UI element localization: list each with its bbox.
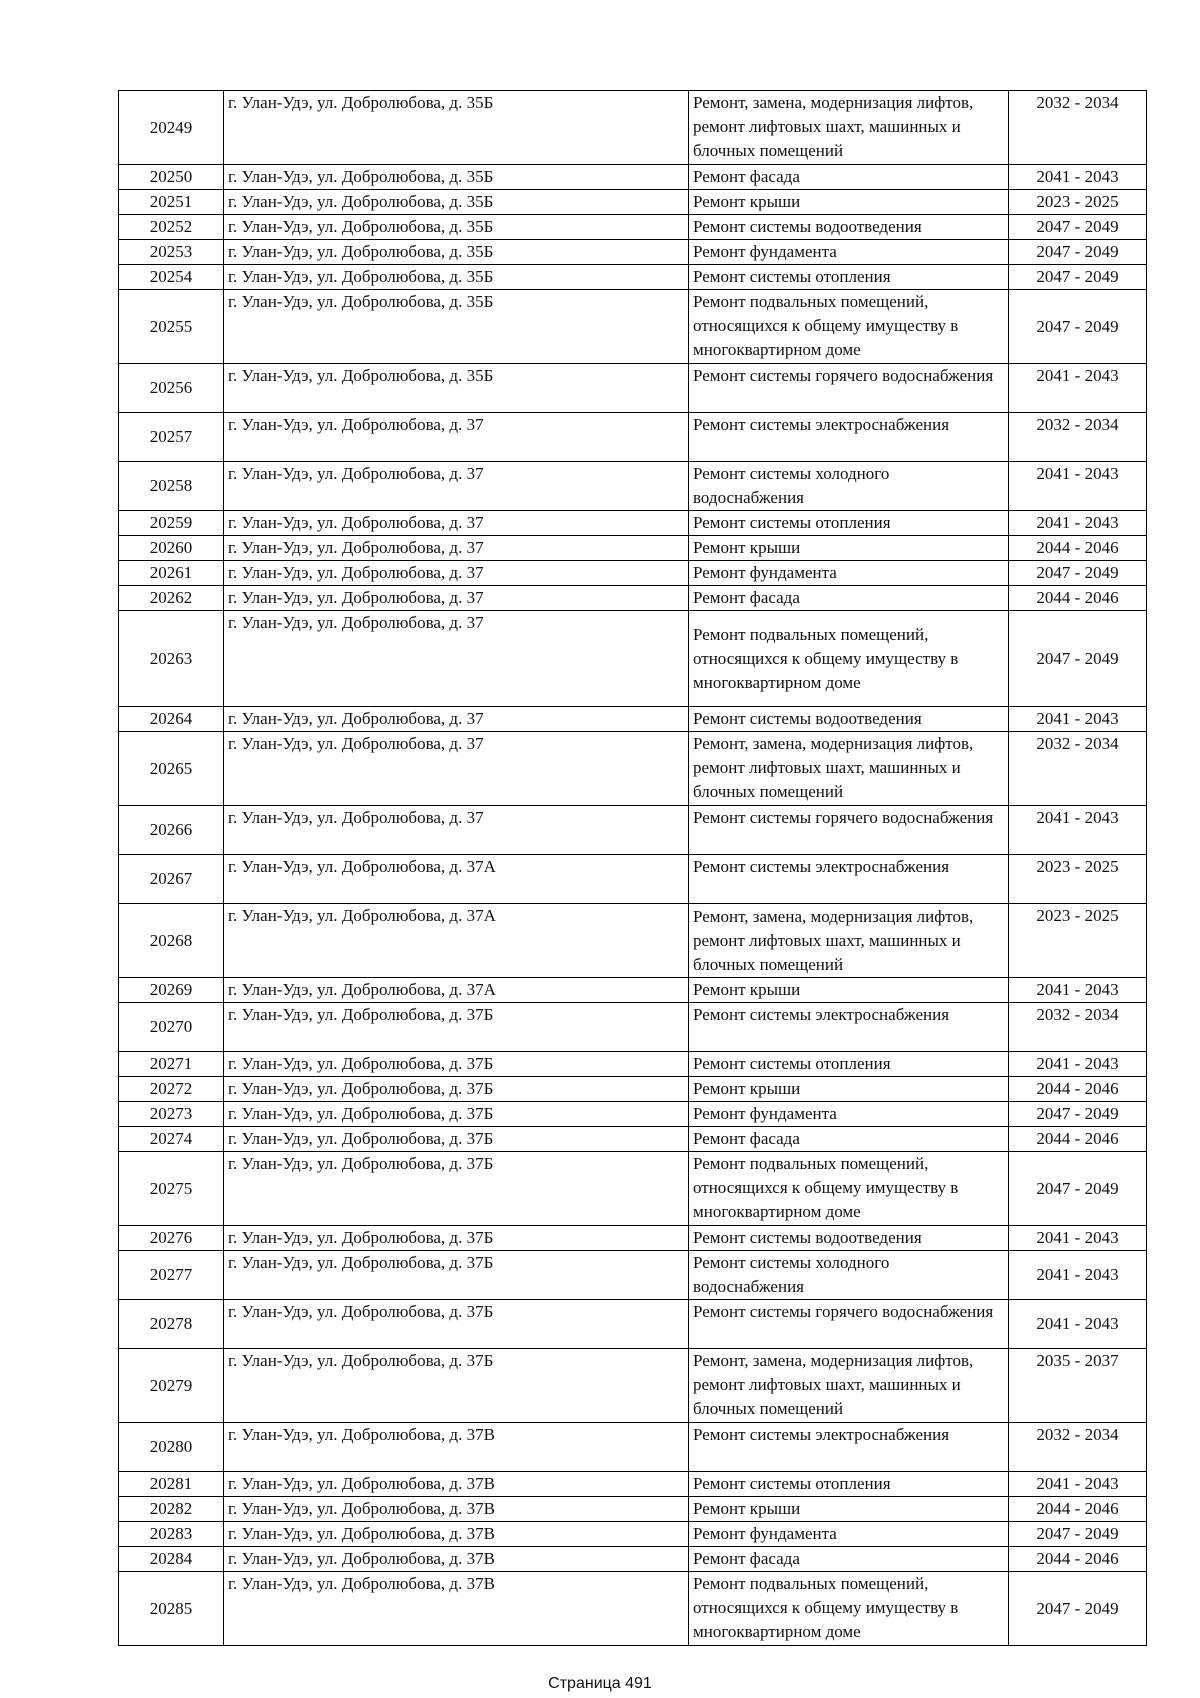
period-cell: 2032 - 2034: [1009, 732, 1147, 806]
period-cell: 2047 - 2049: [1009, 265, 1147, 290]
work-type-cell: Ремонт фасада: [689, 165, 1009, 190]
table-row: [119, 190, 1147, 215]
address-cell: г. Улан-Удэ, ул. Добролюбова, д. 35Б: [224, 190, 689, 215]
address-cell: г. Улан-Удэ, ул. Добролюбова, д. 37А: [224, 978, 689, 1003]
table-row: [119, 707, 1147, 732]
period-cell: 2047 - 2049: [1009, 215, 1147, 240]
table-row: [119, 511, 1147, 536]
address-cell: г. Улан-Удэ, ул. Добролюбова, д. 35Б: [224, 91, 689, 165]
table-row: [119, 586, 1147, 611]
table-row: [119, 240, 1147, 265]
period-cell: 2041 - 2043: [1009, 462, 1147, 511]
address-cell: г. Улан-Удэ, ул. Добролюбова, д. 37: [224, 707, 689, 732]
work-type-cell: Ремонт системы отопления: [689, 511, 1009, 536]
address-cell: г. Улан-Удэ, ул. Добролюбова, д. 37Б: [224, 1102, 689, 1127]
address-cell: г. Улан-Удэ, ул. Добролюбова, д. 37: [224, 413, 689, 462]
row-number-cell: 20262: [119, 586, 224, 611]
table-row: [119, 1497, 1147, 1522]
row-number-cell: 20254: [119, 265, 224, 290]
row-number-cell: 20267: [119, 855, 224, 904]
period-cell: 2041 - 2043: [1009, 364, 1147, 413]
table-row: [119, 215, 1147, 240]
address-cell: г. Улан-Удэ, ул. Добролюбова, д. 37А: [224, 855, 689, 904]
work-type-cell: Ремонт системы водоотведения: [689, 215, 1009, 240]
table-row: [119, 1152, 1147, 1226]
period-cell: 2041 - 2043: [1009, 1472, 1147, 1497]
period-cell: 2041 - 2043: [1009, 1052, 1147, 1077]
period-cell: 2032 - 2034: [1009, 413, 1147, 462]
work-type-cell: Ремонт фундамента: [689, 240, 1009, 265]
row-number-cell: 20280: [119, 1423, 224, 1472]
address-cell: г. Улан-Удэ, ул. Добролюбова, д. 37Б: [224, 1077, 689, 1102]
address-cell: г. Улан-Удэ, ул. Добролюбова, д. 37Б: [224, 1003, 689, 1052]
address-cell: г. Улан-Удэ, ул. Добролюбова, д. 37: [224, 511, 689, 536]
row-number-cell: 20252: [119, 215, 224, 240]
address-cell: г. Улан-Удэ, ул. Добролюбова, д. 37: [224, 462, 689, 511]
period-cell: 2035 - 2037: [1009, 1349, 1147, 1423]
address-cell: г. Улан-Удэ, ул. Добролюбова, д. 35Б: [224, 215, 689, 240]
work-type-cell: Ремонт подвальных помещений, относящихся к общему имуществу в многоквартирном доме: [689, 1152, 1009, 1226]
table-row: [119, 806, 1147, 855]
row-number-cell: 20265: [119, 732, 224, 806]
row-number-cell: 20278: [119, 1300, 224, 1349]
row-number-cell: 20266: [119, 806, 224, 855]
row-number-cell: 20255: [119, 290, 224, 364]
address-cell: г. Улан-Удэ, ул. Добролюбова, д. 37Б: [224, 1300, 689, 1349]
work-type-cell: Ремонт системы электроснабжения: [689, 1423, 1009, 1472]
work-type-cell: Ремонт системы горячего водоснабжения: [689, 806, 1009, 855]
row-number-cell: 20284: [119, 1547, 224, 1572]
repair-schedule-table: [118, 90, 1147, 1646]
row-number-cell: 20276: [119, 1226, 224, 1251]
address-cell: г. Улан-Удэ, ул. Добролюбова, д. 37: [224, 561, 689, 586]
period-cell: 2041 - 2043: [1009, 1226, 1147, 1251]
address-cell: г. Улан-Удэ, ул. Добролюбова, д. 37В: [224, 1423, 689, 1472]
row-number-cell: 20251: [119, 190, 224, 215]
period-cell: 2041 - 2043: [1009, 165, 1147, 190]
period-cell: 2032 - 2034: [1009, 1423, 1147, 1472]
work-type-cell: Ремонт крыши: [689, 1077, 1009, 1102]
table-row: [119, 1077, 1147, 1102]
work-type-cell: Ремонт системы отопления: [689, 265, 1009, 290]
period-cell: 2041 - 2043: [1009, 1251, 1147, 1300]
table-row: [119, 1522, 1147, 1547]
work-type-cell: Ремонт, замена, модернизация лифтов, ремонт лифтовых шахт, машинных и блочных помещений: [689, 732, 1009, 806]
address-cell: г. Улан-Удэ, ул. Добролюбова, д. 35Б: [224, 165, 689, 190]
work-type-cell: Ремонт подвальных помещений, относящихся к общему имуществу в многоквартирном доме: [689, 290, 1009, 364]
work-type-cell: Ремонт крыши: [689, 190, 1009, 215]
table-row: [119, 413, 1147, 462]
row-number-cell: 20285: [119, 1572, 224, 1646]
row-number-cell: 20270: [119, 1003, 224, 1052]
row-number-cell: 20257: [119, 413, 224, 462]
period-cell: 2047 - 2049: [1009, 1152, 1147, 1226]
table-body: [119, 91, 1147, 1646]
address-cell: г. Улан-Удэ, ул. Добролюбова, д. 37: [224, 586, 689, 611]
work-type-cell: Ремонт, замена, модернизация лифтов, ремонт лифтовых шахт, машинных и блочных помещений: [689, 1349, 1009, 1423]
table-row: [119, 1003, 1147, 1052]
period-cell: 2047 - 2049: [1009, 1522, 1147, 1547]
table-row: [119, 1547, 1147, 1572]
work-type-cell: Ремонт фундамента: [689, 1522, 1009, 1547]
work-type-cell: Ремонт системы электроснабжения: [689, 1003, 1009, 1052]
table-row: [119, 1349, 1147, 1423]
address-cell: г. Улан-Удэ, ул. Добролюбова, д. 37: [224, 806, 689, 855]
row-number-cell: 20282: [119, 1497, 224, 1522]
row-number-cell: 20253: [119, 240, 224, 265]
row-number-cell: 20261: [119, 561, 224, 586]
table-row: [119, 904, 1147, 978]
row-number-cell: 20279: [119, 1349, 224, 1423]
table-row: [119, 978, 1147, 1003]
table-row: [119, 1226, 1147, 1251]
period-cell: 2041 - 2043: [1009, 978, 1147, 1003]
address-cell: г. Улан-Удэ, ул. Добролюбова, д. 37В: [224, 1547, 689, 1572]
work-type-cell: Ремонт крыши: [689, 1497, 1009, 1522]
work-type-cell: Ремонт системы водоотведения: [689, 1226, 1009, 1251]
period-cell: 2023 - 2025: [1009, 904, 1147, 978]
period-cell: 2044 - 2046: [1009, 1497, 1147, 1522]
address-cell: г. Улан-Удэ, ул. Добролюбова, д. 37А: [224, 904, 689, 978]
table-row: [119, 561, 1147, 586]
table-row: [119, 611, 1147, 707]
row-number-cell: 20269: [119, 978, 224, 1003]
table-row: [119, 1102, 1147, 1127]
work-type-cell: Ремонт системы водоотведения: [689, 707, 1009, 732]
address-cell: г. Улан-Удэ, ул. Добролюбова, д. 35Б: [224, 290, 689, 364]
table-row: [119, 536, 1147, 561]
period-cell: 2041 - 2043: [1009, 511, 1147, 536]
page-number: Страница 491: [548, 1675, 652, 1692]
period-cell: 2032 - 2034: [1009, 91, 1147, 165]
table-row: [119, 165, 1147, 190]
address-cell: г. Улан-Удэ, ул. Добролюбова, д. 37: [224, 536, 689, 561]
address-cell: г. Улан-Удэ, ул. Добролюбова, д. 37Б: [224, 1251, 689, 1300]
work-type-cell: Ремонт системы электроснабжения: [689, 413, 1009, 462]
table-row: [119, 364, 1147, 413]
row-number-cell: 20272: [119, 1077, 224, 1102]
row-number-cell: 20259: [119, 511, 224, 536]
row-number-cell: 20271: [119, 1052, 224, 1077]
period-cell: 2023 - 2025: [1009, 855, 1147, 904]
work-type-cell: Ремонт, замена, модернизация лифтов, ремонт лифтовых шахт, машинных и блочных помещений: [689, 904, 1009, 978]
row-number-cell: 20277: [119, 1251, 224, 1300]
table-row: [119, 1572, 1147, 1646]
work-type-cell: Ремонт крыши: [689, 978, 1009, 1003]
address-cell: г. Улан-Удэ, ул. Добролюбова, д. 37В: [224, 1497, 689, 1522]
period-cell: 2044 - 2046: [1009, 536, 1147, 561]
work-type-cell: Ремонт фундамента: [689, 1102, 1009, 1127]
row-number-cell: 20274: [119, 1127, 224, 1152]
address-cell: г. Улан-Удэ, ул. Добролюбова, д. 35Б: [224, 265, 689, 290]
period-cell: 2047 - 2049: [1009, 561, 1147, 586]
row-number-cell: 20258: [119, 462, 224, 511]
period-cell: 2044 - 2046: [1009, 1077, 1147, 1102]
table-row: [119, 1052, 1147, 1077]
table-row: [119, 1251, 1147, 1300]
period-cell: 2047 - 2049: [1009, 290, 1147, 364]
period-cell: 2044 - 2046: [1009, 1547, 1147, 1572]
table-row: [119, 290, 1147, 364]
work-type-cell: Ремонт системы холодного водоснабжения: [689, 462, 1009, 511]
row-number-cell: 20283: [119, 1522, 224, 1547]
work-type-cell: Ремонт системы горячего водоснабжения: [689, 1300, 1009, 1349]
row-number-cell: 20260: [119, 536, 224, 561]
period-cell: 2044 - 2046: [1009, 1127, 1147, 1152]
work-type-cell: Ремонт фасада: [689, 1547, 1009, 1572]
work-type-cell: Ремонт системы отопления: [689, 1472, 1009, 1497]
address-cell: г. Улан-Удэ, ул. Добролюбова, д. 37В: [224, 1522, 689, 1547]
work-type-cell: Ремонт подвальных помещений, относящихся к общему имуществу в многоквартирном доме: [689, 611, 1009, 707]
row-number-cell: 20264: [119, 707, 224, 732]
work-type-cell: Ремонт системы отопления: [689, 1052, 1009, 1077]
row-number-cell: 20273: [119, 1102, 224, 1127]
address-cell: г. Улан-Удэ, ул. Добролюбова, д. 37Б: [224, 1127, 689, 1152]
period-cell: 2032 - 2034: [1009, 1003, 1147, 1052]
work-type-cell: Ремонт крыши: [689, 536, 1009, 561]
table-row: [119, 1472, 1147, 1497]
table-row: [119, 855, 1147, 904]
row-number-cell: 20249: [119, 91, 224, 165]
address-cell: г. Улан-Удэ, ул. Добролюбова, д. 37В: [224, 1472, 689, 1497]
address-cell: г. Улан-Удэ, ул. Добролюбова, д. 35Б: [224, 240, 689, 265]
period-cell: 2047 - 2049: [1009, 1572, 1147, 1646]
table-row: [119, 1300, 1147, 1349]
work-type-cell: Ремонт системы горячего водоснабжения: [689, 364, 1009, 413]
address-cell: г. Улан-Удэ, ул. Добролюбова, д. 37В: [224, 1572, 689, 1646]
row-number-cell: 20256: [119, 364, 224, 413]
period-cell: 2047 - 2049: [1009, 240, 1147, 265]
work-type-cell: Ремонт фасада: [689, 586, 1009, 611]
row-number-cell: 20250: [119, 165, 224, 190]
work-type-cell: Ремонт фундамента: [689, 561, 1009, 586]
period-cell: 2047 - 2049: [1009, 611, 1147, 707]
row-number-cell: 20263: [119, 611, 224, 707]
work-type-cell: Ремонт системы электроснабжения: [689, 855, 1009, 904]
period-cell: 2041 - 2043: [1009, 806, 1147, 855]
table-row: [119, 1127, 1147, 1152]
row-number-cell: 20281: [119, 1472, 224, 1497]
period-cell: 2023 - 2025: [1009, 190, 1147, 215]
table-row: [119, 91, 1147, 165]
table-row: [119, 1423, 1147, 1472]
address-cell: г. Улан-Удэ, ул. Добролюбова, д. 37: [224, 732, 689, 806]
address-cell: г. Улан-Удэ, ул. Добролюбова, д. 37Б: [224, 1052, 689, 1077]
table-row: [119, 265, 1147, 290]
row-number-cell: 20275: [119, 1152, 224, 1226]
address-cell: г. Улан-Удэ, ул. Добролюбова, д. 37: [224, 611, 689, 707]
work-type-cell: Ремонт системы холодного водоснабжения: [689, 1251, 1009, 1300]
address-cell: г. Улан-Удэ, ул. Добролюбова, д. 35Б: [224, 364, 689, 413]
table-row: [119, 462, 1147, 511]
address-cell: г. Улан-Удэ, ул. Добролюбова, д. 37Б: [224, 1226, 689, 1251]
row-number-cell: 20268: [119, 904, 224, 978]
address-cell: г. Улан-Удэ, ул. Добролюбова, д. 37Б: [224, 1349, 689, 1423]
table-row: [119, 732, 1147, 806]
period-cell: 2041 - 2043: [1009, 707, 1147, 732]
period-cell: 2041 - 2043: [1009, 1300, 1147, 1349]
work-type-cell: Ремонт, замена, модернизация лифтов, ремонт лифтовых шахт, машинных и блочных помещений: [689, 91, 1009, 165]
work-type-cell: Ремонт подвальных помещений, относящихся к общему имуществу в многоквартирном доме: [689, 1572, 1009, 1646]
work-type-cell: Ремонт фасада: [689, 1127, 1009, 1152]
address-cell: г. Улан-Удэ, ул. Добролюбова, д. 37Б: [224, 1152, 689, 1226]
period-cell: 2047 - 2049: [1009, 1102, 1147, 1127]
period-cell: 2044 - 2046: [1009, 586, 1147, 611]
